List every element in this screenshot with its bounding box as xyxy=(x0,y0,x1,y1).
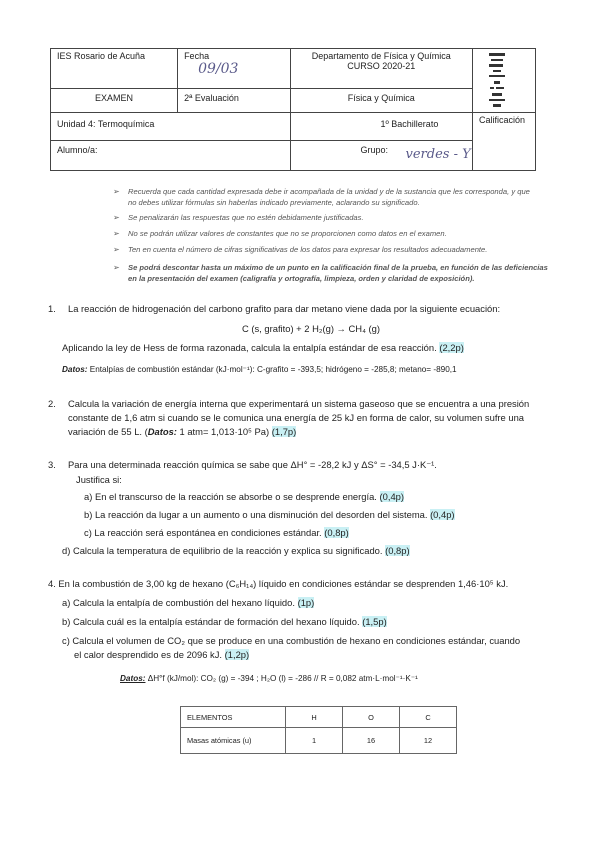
table-header-cell: C xyxy=(400,707,457,728)
q4-a-text: a) Calcula la entalpía de combustión del hexano líquido. xyxy=(62,597,295,608)
q1-instruction-text: Aplicando la ley de Hess de forma razonada, calcula la entalpía estándar de esa reacción. xyxy=(62,342,437,353)
q3-a-points: (0,4p) xyxy=(379,491,404,502)
note-line: Se penalizarán las respuestas que no estén debidamente justificadas. xyxy=(128,213,364,222)
grupo-cell xyxy=(290,141,473,171)
q4-a xyxy=(62,597,314,609)
q4-b-points: (1,5p) xyxy=(362,616,387,627)
unidad: Unidad 4: Termoquímica xyxy=(57,119,155,129)
q3-a xyxy=(84,491,404,503)
q3-justifica: Justifica si: xyxy=(76,474,122,485)
table-header-cell: ELEMENTOS xyxy=(181,707,286,728)
q4-c: c) Calcula el volumen de CO₂ que se produce en una combustión de hexano en condiciones estándar, cuando xyxy=(62,635,521,646)
nivel: 1º Bachillerato xyxy=(380,119,439,129)
q3-b-points: (0,4p) xyxy=(430,509,455,520)
q3-text: Para una determinada reacción química se sabe que ΔH° = -28,2 kJ y ΔS° = -34,5 J·K⁻¹. xyxy=(68,459,437,470)
note-line: Recuerda que cada cantidad expresada debe ir acompañada de la unidad y de la sustancia que les corresponda, y que xyxy=(128,187,530,196)
table-header-cell: H xyxy=(286,707,343,728)
fecha-label: Fecha xyxy=(184,51,210,61)
q3-b xyxy=(84,509,455,521)
q4-c-points: (1,2p) xyxy=(224,649,250,660)
q1-datos-text: Entalpías de combustión estándar (kJ·mol⁻¹): C-grafito = -393,5; hidrógeno = -285,8; metano= -890,1 xyxy=(87,365,457,374)
q1-points: (2,2p) xyxy=(439,342,464,353)
atomic-masses-table xyxy=(180,706,457,754)
fecha-cell xyxy=(178,49,290,89)
q1-datos xyxy=(62,364,457,376)
q1-equation: C (s, grafito) + 2 H₂(g) → CH₄ (g) xyxy=(242,323,380,334)
examen-label: EXAMEN xyxy=(95,93,134,103)
note-line: no debes utilizar fórmulas sin haberlas indicado previamente, aclarando su significado. xyxy=(128,198,420,207)
grupo-label: Grupo: xyxy=(360,145,389,155)
q4-c-text: el calor desprendido es de 2096 kJ. xyxy=(74,649,223,660)
q4-c-cont xyxy=(74,649,249,661)
q1-number: 1. xyxy=(48,303,56,314)
q3-d-points: (0,8p) xyxy=(385,545,410,556)
note-line: Se podrá descontar hasta un máximo de un punto en la calificación final de la prueba, en función de las deficiencias xyxy=(128,263,548,272)
note-line: No se podrán utilizar valores de constantes que no se proporcionen como datos en el examen. xyxy=(128,229,447,238)
fecha-value: 09/03 xyxy=(198,61,239,77)
nivel-cell xyxy=(290,113,473,141)
q1-datos-label: Datos: xyxy=(62,365,88,374)
q3-number: 3. xyxy=(48,459,56,470)
table-row-label: Masas atómicas (u) xyxy=(181,728,286,754)
department: Departamento de Física y Química xyxy=(311,51,451,61)
alumno-label: Alumno/a: xyxy=(57,145,98,155)
q4-datos-label: Datos: xyxy=(120,674,146,683)
calificacion-cell xyxy=(473,113,536,171)
arrow-bullet-icon: ➢ xyxy=(113,187,120,196)
q2-line3-start: variación de 55 L. ( xyxy=(68,426,148,437)
qr-cell xyxy=(473,49,536,113)
q4-datos xyxy=(120,673,418,685)
materia-cell xyxy=(290,89,473,113)
q3-c-text: c) La reacción será espontánea en condiciones estándar. xyxy=(84,527,322,538)
q3-d-text: d) Calcula la temperatura de equilibrio de la reacción y explica su significado. xyxy=(62,545,383,556)
exam-header-table xyxy=(50,48,536,171)
calificacion-label: Calificación xyxy=(479,115,526,125)
note-line: en la presentación del examen (caligrafía y ortografía, limpieza, orden y claridad de exposición). xyxy=(128,274,475,283)
school-cell xyxy=(51,49,178,89)
q2-line: Calcula la variación de energía interna que experimentará un sistema gaseoso que se encuentra a una presión xyxy=(68,398,530,409)
qr-code-icon xyxy=(487,51,509,111)
q3-d xyxy=(62,545,410,557)
q3-c-points: (0,8p) xyxy=(324,527,349,538)
dept-cell xyxy=(290,49,473,89)
q3-b-text: b) La reacción da lugar a un aumento o una disminución del desorden del sistema. xyxy=(84,509,428,520)
table-cell: 1 xyxy=(286,728,343,754)
q3-c xyxy=(84,527,349,539)
q2-datos-label: Datos: xyxy=(147,426,177,437)
q1-instruction xyxy=(62,342,464,354)
materia: Física y Química xyxy=(347,93,415,103)
arrow-bullet-icon: ➢ xyxy=(113,229,120,238)
examen-cell xyxy=(51,89,178,113)
evaluacion-cell xyxy=(178,89,290,113)
curso: CURSO 2020-21 xyxy=(347,61,416,71)
q2-points: (1,7p) xyxy=(271,426,297,437)
q4-b-text: b) Calcula cuál es la entalpía estándar de formación del hexano líquido. xyxy=(62,616,360,627)
q2-number: 2. xyxy=(48,398,56,409)
table-cell: 12 xyxy=(400,728,457,754)
arrow-bullet-icon: ➢ xyxy=(113,245,120,254)
arrow-bullet-icon: ➢ xyxy=(113,213,120,222)
q4-text: 4. En la combustión de 3,00 kg de hexano (C₆H₁₄) líquido en condiciones estándar se desprenden 1,46·10⁵ kJ. xyxy=(48,578,509,589)
note-line: Ten en cuenta el número de cifras significativas de los datos para expresar los resultados adecuadamente. xyxy=(128,245,488,254)
unidad-cell xyxy=(51,113,291,141)
arrow-bullet-icon: ➢ xyxy=(113,263,120,272)
evaluacion: 2ª Evaluación xyxy=(184,93,239,103)
table-header-cell: O xyxy=(343,707,400,728)
q4-b xyxy=(62,616,387,628)
q2-line3-end: 1 atm= 1,013·10⁵ Pa) xyxy=(176,426,270,437)
q4-a-points: (1p) xyxy=(297,597,315,608)
school-name: IES Rosario de Acuña xyxy=(57,51,146,61)
grupo-value: verdes - Y xyxy=(405,147,471,162)
q1-text: La reacción de hidrogenación del carbono grafito para dar metano viene dada por la siguiente ecuación: xyxy=(68,303,501,314)
q4-datos-text: ΔH°f (kJ/mol): CO₂ (g) = -394 ; H₂O (l) = -286 // R = 0,082 atm·L·mol⁻¹·K⁻¹ xyxy=(145,674,418,683)
q2-line xyxy=(68,426,296,438)
q3-a-text: a) En el transcurso de la reacción se absorbe o se desprende energía. xyxy=(84,491,377,502)
alumno-cell xyxy=(51,141,291,171)
table-cell: 16 xyxy=(343,728,400,754)
q2-line: constante de 1,6 atm si cuando se le comunica una energía de 25 kJ en forma de calor, su volumen sufre una xyxy=(68,412,525,423)
